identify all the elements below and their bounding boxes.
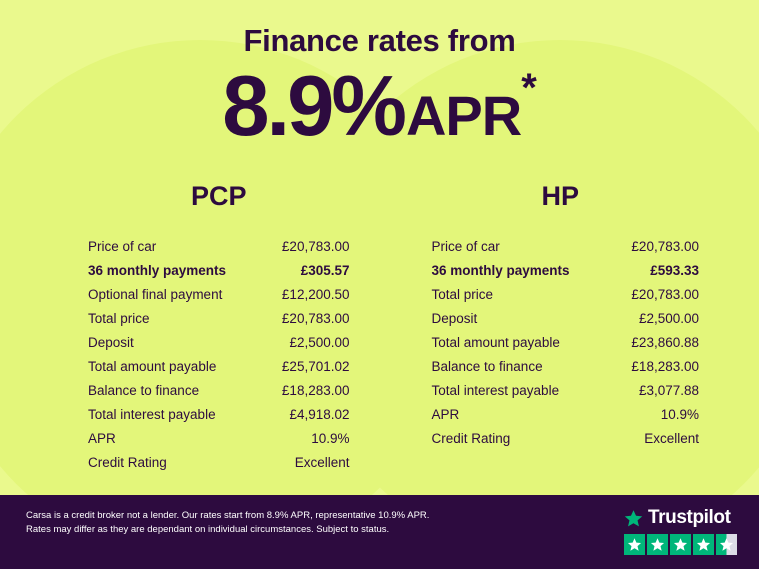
row-value: £4,918.02	[289, 406, 350, 422]
row-label: Price of car	[88, 238, 157, 254]
row-value: £18,283.00	[281, 382, 350, 398]
trustpilot-rating[interactable]	[624, 507, 737, 555]
table-row	[432, 402, 700, 426]
row-label: Balance to finance	[88, 382, 200, 398]
table-row	[432, 378, 700, 402]
row-value: £25,701.02	[281, 358, 350, 374]
table-row	[432, 282, 700, 306]
table-row	[88, 450, 350, 474]
row-label: Total amount payable	[431, 334, 560, 350]
finance-column-hp	[380, 181, 759, 474]
headline-rate-number: 8.9%	[222, 59, 404, 155]
row-value: £18,283.00	[631, 358, 699, 374]
row-label: Optional final payment	[88, 286, 223, 302]
row-label: Deposit	[431, 310, 478, 326]
star-icon	[624, 534, 645, 555]
row-label: Credit Rating	[431, 430, 511, 446]
column-title-pcp: PCP	[190, 181, 247, 212]
row-label: Price of car	[431, 238, 500, 254]
row-label: Credit Rating	[88, 454, 167, 470]
row-label: Total amount payable	[88, 358, 217, 374]
table-row	[88, 234, 350, 258]
page-title: Finance rates from	[243, 23, 516, 58]
row-label: 36 monthly payments	[88, 262, 227, 278]
table-row	[432, 306, 700, 330]
table-row	[88, 258, 350, 282]
table-row	[432, 426, 700, 450]
row-label: Total price	[431, 286, 494, 302]
column-title-hp: HP	[541, 181, 579, 212]
table-row	[88, 378, 350, 402]
row-value: £20,783.00	[281, 310, 350, 326]
row-value: £593.33	[650, 262, 699, 278]
table-row	[88, 306, 350, 330]
row-value: £12,200.50	[281, 286, 350, 302]
table-row	[88, 282, 350, 306]
trustpilot-wordmark: Trustpilot	[648, 507, 731, 528]
table-row	[88, 402, 350, 426]
row-label: APR	[431, 406, 460, 422]
row-value: £305.57	[300, 262, 350, 278]
table-row	[432, 330, 700, 354]
row-label: Total interest payable	[88, 406, 216, 422]
table-row	[432, 234, 700, 258]
disclaimer-text	[26, 509, 566, 537]
table-row	[432, 354, 700, 378]
half-star-icon	[716, 534, 737, 555]
finance-comparison	[0, 181, 759, 474]
table-row	[432, 258, 700, 282]
star-icon	[670, 534, 691, 555]
headline-asterisk: *	[521, 66, 537, 111]
row-value: £2,500.00	[289, 334, 350, 350]
disclaimer-line-2: Rates may differ as they are dependant on individual circumstances. Subject to status.	[26, 523, 390, 535]
trustpilot-stars	[624, 534, 737, 555]
table-row	[88, 330, 350, 354]
table-row	[88, 354, 350, 378]
row-value: £20,783.00	[631, 286, 699, 302]
row-value: Excellent	[294, 454, 350, 470]
star-icon	[693, 534, 714, 555]
row-label: APR	[88, 430, 116, 446]
disclaimer-line-1: Carsa is a credit broker not a lender. Our rates start from 8.9% APR, representative 10.9% APR.	[26, 510, 430, 521]
headline-rate-unit: APR	[405, 84, 522, 148]
row-label: Deposit	[88, 334, 134, 350]
trustpilot-logo	[624, 507, 737, 529]
footer-bar	[0, 495, 759, 569]
row-label: Total interest payable	[431, 382, 560, 398]
row-value: £20,783.00	[631, 238, 699, 254]
row-label: Balance to finance	[431, 358, 543, 374]
row-label: 36 monthly payments	[431, 262, 570, 278]
headline-rate	[0, 59, 759, 155]
trustpilot-star-icon	[624, 509, 643, 528]
row-value: £3,077.88	[638, 382, 699, 398]
row-label: Total price	[88, 310, 150, 326]
row-value: 10.9%	[660, 406, 699, 422]
row-value: £23,860.88	[631, 334, 699, 350]
table-row	[88, 426, 350, 450]
star-icon	[647, 534, 668, 555]
row-value: £2,500.00	[638, 310, 699, 326]
row-value: Excellent	[644, 430, 699, 446]
row-value: 10.9%	[311, 430, 350, 446]
finance-column-pcp	[0, 181, 380, 474]
row-value: £20,783.00	[281, 238, 350, 254]
